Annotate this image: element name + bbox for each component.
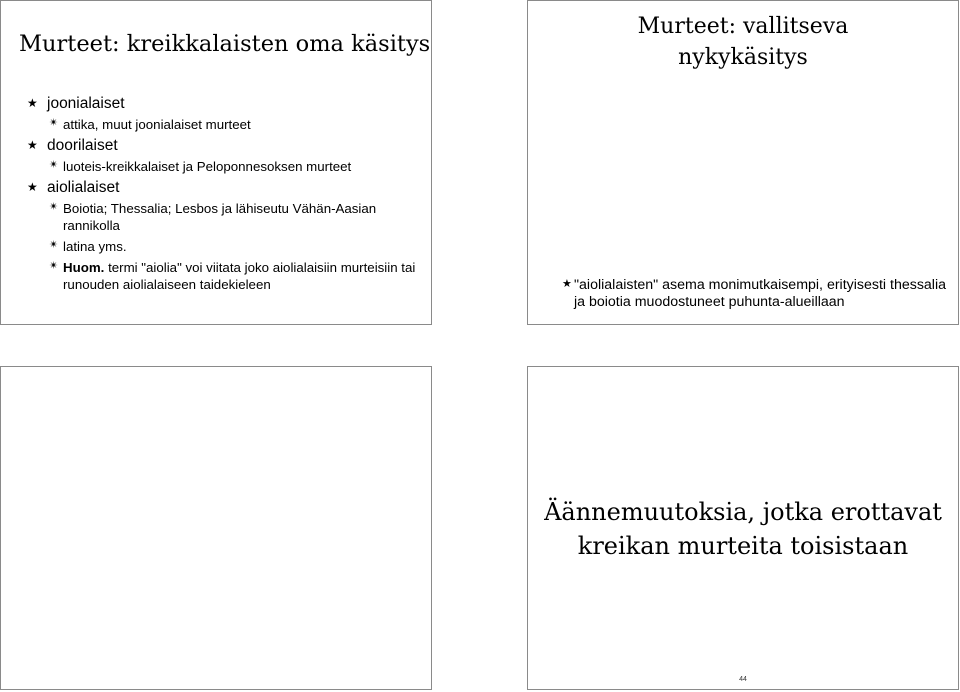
note-label: Huom. [63, 260, 105, 275]
slide-title [528, 495, 958, 563]
slide-title [528, 11, 958, 73]
page-number: 44 [739, 676, 747, 683]
star-bullet-icon: ★ [27, 96, 38, 110]
star-bullet-icon: ★ [562, 278, 572, 290]
slide-title-line-2: kreikan murteita toisistaan [577, 532, 909, 560]
list-subitem [19, 114, 419, 135]
list-item-label: joonialaiset [47, 95, 125, 112]
list-item-label: Boiotia; Thessalia; Lesbos ja lähiseutu Vähän-Aasian rannikolla [63, 201, 377, 233]
list-item-label: luoteis-kreikkalaiset ja Peloponnesoksen murteet [63, 159, 352, 174]
asterisk-bullet-icon: ✴ [49, 260, 59, 272]
slide-sound-changes [527, 366, 959, 690]
list-item-label: attika, muut joonialaiset murteet [63, 117, 251, 132]
list-subitem [19, 236, 419, 257]
list-item [19, 177, 419, 198]
list-item-label: aiolialaiset [47, 179, 120, 196]
asterisk-bullet-icon: ✴ [49, 239, 59, 251]
slide-dialects-greek-view [0, 0, 432, 325]
list-subitem [19, 198, 419, 236]
list-item [540, 277, 955, 311]
slide-dialects-current-view [527, 0, 959, 325]
slide-title-line-2: nykykäsitys [678, 45, 808, 70]
list-item-label: latina yms. [63, 239, 127, 254]
list-item [19, 93, 419, 114]
list-subitem [19, 257, 419, 295]
list-item [19, 135, 419, 156]
slide-title-line-1: Murteet: vallitseva [637, 14, 849, 39]
asterisk-bullet-icon: ✴ [49, 159, 59, 171]
slide-title-line-1: Äännemuutoksia, jotka erottavat [544, 498, 942, 526]
asterisk-bullet-icon: ✴ [49, 117, 59, 129]
list-item-label: "aiolialaisten" asema monimutkaisempi, erityisesti thessalia ja boiotia muodostuneet puhunta-alueillaan [574, 277, 947, 310]
slide-title: Murteet: kreikkalaisten oma käsitys [19, 31, 431, 57]
asterisk-bullet-icon: ✴ [49, 201, 59, 213]
bullet-list [540, 277, 955, 311]
star-bullet-icon: ★ [27, 138, 38, 152]
list-item-label: doorilaiset [47, 137, 118, 154]
star-bullet-icon: ★ [27, 180, 38, 194]
slide-blank [0, 366, 432, 690]
list-subitem [19, 156, 419, 177]
list-item-label: termi "aiolia" voi viitata joko aiolialaisiin murteisiin tai runouden aiolialaiseen taidekieleen [63, 260, 416, 292]
bullet-list [19, 93, 419, 295]
